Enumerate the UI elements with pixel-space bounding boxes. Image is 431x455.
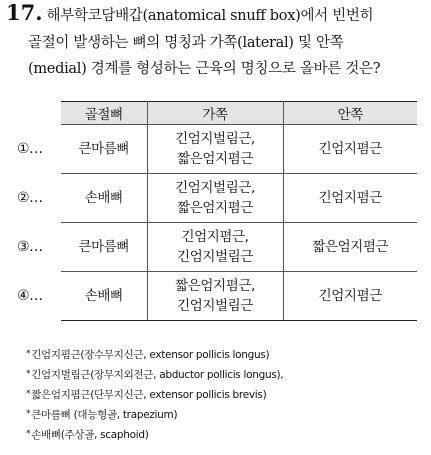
lateral-line: 긴엄지벌림근 — [177, 298, 253, 314]
footnote-text: 손배뼈(주상골, scaphoid) — [31, 429, 149, 441]
footnote-text: 긴엄지벌림근(장무지외전근, abductor pollicis longus), — [31, 369, 284, 381]
answer-table — [13, 101, 417, 321]
lateral-line: 긴엄지폄근, — [181, 229, 249, 245]
choice-marker[interactable]: ②… — [17, 190, 43, 206]
lateral-line: 짧은엄지폄근, — [175, 278, 255, 294]
question-line-2: 골절이 발생하는 뼈의 명칭과 가쪽(lateral) 및 안쪽 — [28, 35, 344, 51]
header-lateral: 가쪽 — [147, 102, 283, 125]
lateral-line: 긴엄지벌림근 — [177, 249, 253, 265]
lateral-line: 긴엄지벌림근, — [175, 180, 255, 196]
footnote-item — [26, 345, 283, 365]
bone-cell: 손배뼈 — [61, 174, 147, 223]
lateral-cell — [147, 272, 283, 321]
footnote-text: 큰마름뼈 (대능형골, trapezium) — [31, 409, 178, 421]
asterisk-mark: * — [26, 429, 31, 439]
lateral-line: 짧은엄지폄근 — [177, 151, 253, 167]
question-line-1 — [6, 0, 374, 25]
lateral-line: 긴엄지벌림근, — [175, 131, 255, 147]
footnote-item — [26, 425, 283, 445]
header-medial: 안쪽 — [283, 102, 417, 125]
lateral-cell — [147, 125, 283, 174]
asterisk-mark: * — [26, 389, 31, 399]
medial-cell: 짧은엄지폄근 — [283, 223, 417, 272]
question-line-3: (medial) 경계를 형성하는 근육의 명칭으로 올바른 것은? — [28, 61, 381, 77]
choice-marker[interactable]: ①… — [17, 141, 43, 157]
table-header-row — [13, 102, 417, 125]
asterisk-mark: * — [26, 349, 31, 359]
asterisk-mark: * — [26, 369, 31, 379]
bone-cell: 큰마름뼈 — [61, 223, 147, 272]
footnote-item — [26, 405, 283, 425]
question-text-1: 해부학코담배갑(anatomical snuff box)에서 빈번히 — [46, 8, 374, 24]
answer-row-3[interactable] — [13, 223, 417, 272]
answer-row-2[interactable] — [13, 174, 417, 223]
medial-cell: 긴엄지폄근 — [283, 272, 417, 321]
choice-marker[interactable]: ③… — [17, 239, 43, 255]
footnotes — [26, 345, 283, 445]
header-choice-spacer — [13, 102, 61, 125]
choice-marker[interactable]: ④… — [17, 288, 43, 304]
footnote-item — [26, 385, 283, 405]
bone-cell: 손배뼈 — [61, 272, 147, 321]
lateral-line: 짧은엄지폄근 — [177, 200, 253, 216]
lateral-cell — [147, 174, 283, 223]
footnote-text: 긴엄지폄근(장수무지신근, extensor pollicis longus) — [31, 349, 270, 361]
bone-cell: 큰마름뼈 — [61, 125, 147, 174]
footnote-item — [26, 365, 283, 385]
medial-cell: 긴엄지폄근 — [283, 125, 417, 174]
footnote-text: 짧은엄지폄근(단무지신근, extensor pollicis brevis) — [31, 389, 267, 401]
question-number: 17. — [6, 0, 43, 25]
lateral-cell — [147, 223, 283, 272]
medial-cell: 긴엄지폄근 — [283, 174, 417, 223]
asterisk-mark: * — [26, 409, 31, 419]
header-bone: 골절뼈 — [61, 102, 147, 125]
answer-row-1[interactable] — [13, 125, 417, 174]
answer-row-4[interactable] — [13, 272, 417, 321]
